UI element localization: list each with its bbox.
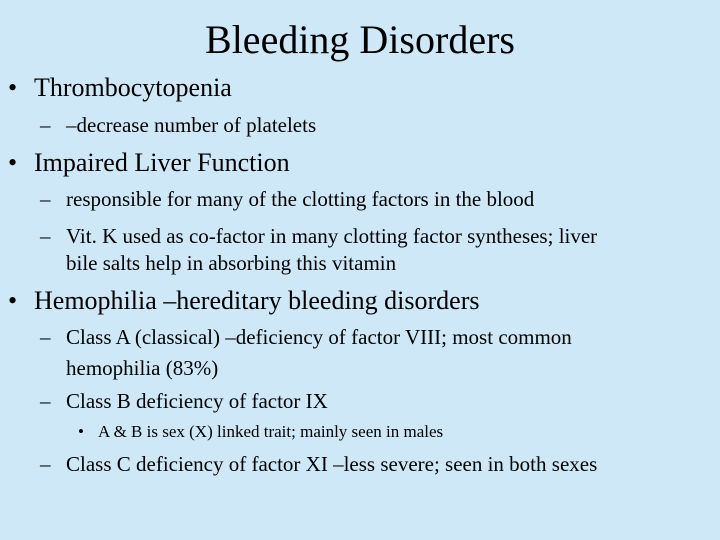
dash-icon: – — [40, 113, 51, 137]
bullet-icon: • — [8, 73, 18, 102]
sub-item-vit-k-continued: bile salts help in absorbing this vitamin — [66, 251, 397, 275]
bullet-icon: • — [78, 422, 84, 441]
bullet-item-thrombocytopenia: Thrombocytopenia — [34, 73, 232, 102]
dash-icon: – — [40, 452, 51, 476]
dash-icon: – — [40, 389, 51, 413]
sub-item-decrease-platelets: –decrease number of platelets — [66, 113, 317, 137]
slide-title: Bleeding Disorders — [205, 17, 515, 62]
dash-icon: – — [40, 187, 51, 211]
bullet-icon: • — [8, 286, 18, 315]
bullet-icon: • — [8, 148, 18, 177]
sub-item-clotting-factors: responsible for many of the clotting factors in the blood — [66, 187, 535, 211]
dash-icon: – — [40, 224, 51, 248]
dash-icon: – — [40, 325, 51, 349]
bullet-item-impaired-liver: Impaired Liver Function — [34, 148, 290, 177]
sub-item-class-a: Class A (classical) –deficiency of factor VIII; most common — [66, 325, 572, 349]
sub-item-class-b: Class B deficiency of factor IX — [66, 389, 328, 413]
sub-item-vit-k: Vit. K used as co-factor in many clotting factor syntheses; liver — [66, 224, 598, 248]
sub-sub-item-sex-linked: A & B is sex (X) linked trait; mainly seen in males — [98, 422, 444, 441]
sub-item-class-a-continued: hemophilia (83%) — [66, 356, 219, 380]
bullet-item-hemophilia: Hemophilia –hereditary bleeding disorders — [34, 286, 480, 315]
sub-item-class-c: Class C deficiency of factor XI –less severe; seen in both sexes — [66, 452, 598, 476]
